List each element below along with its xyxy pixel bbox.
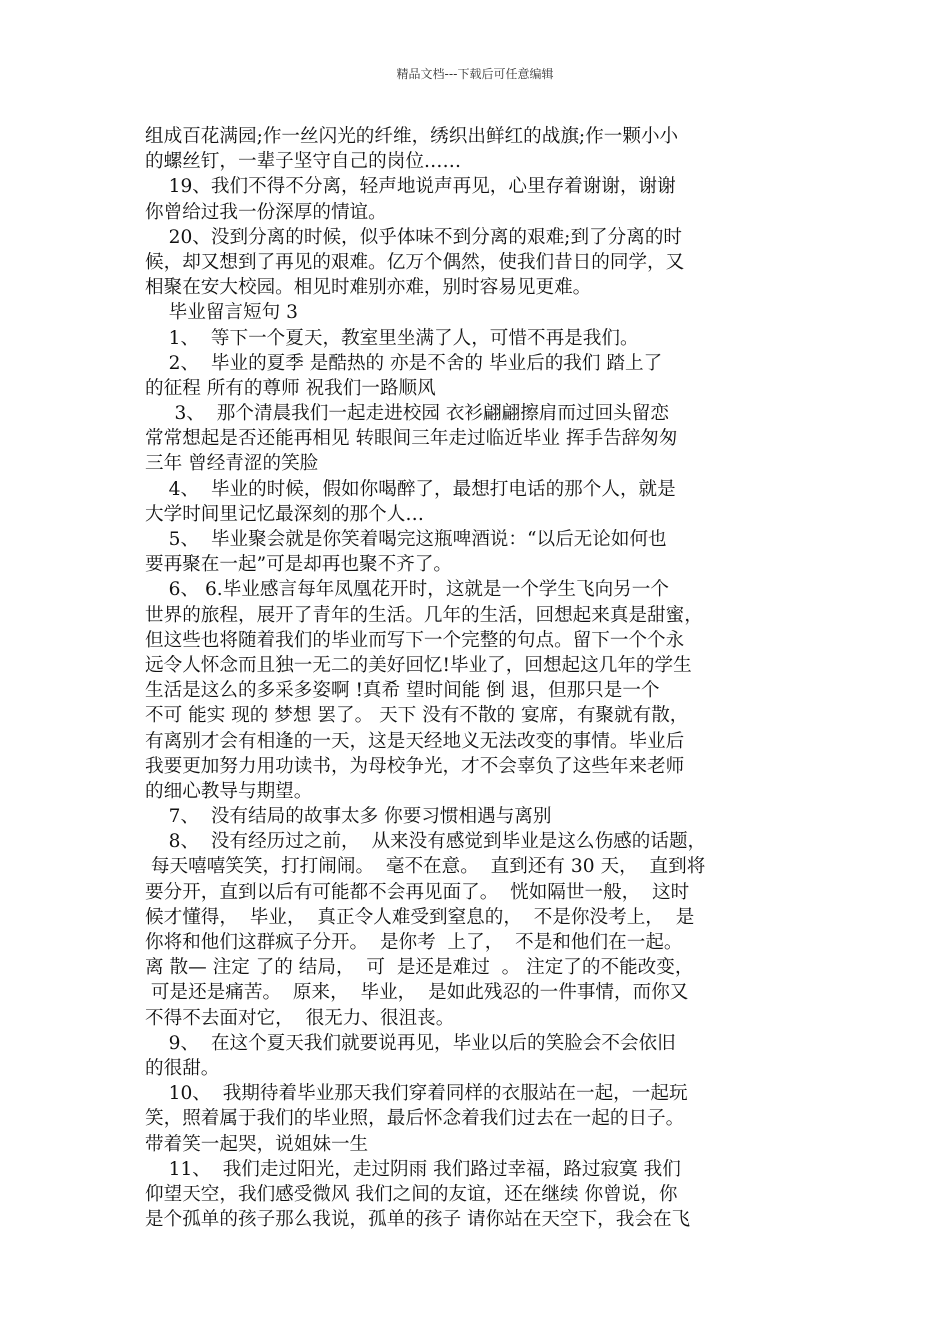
text-line: 要分开，直到以后有可能都不会再见面了。 恍如隔世一般， 这时: [145, 881, 690, 903]
text-line: 候才懂得， 毕业， 真正令人难受到窒息的， 不是你没考上， 是: [145, 906, 695, 928]
text-line: 要再聚在一起”可是却再也聚不齐了。: [145, 554, 453, 576]
text-line: 8、 没有经历过之前， 从来没有感觉到毕业是这么伤感的话题，: [145, 831, 707, 853]
text-line: 不可 能实 现的 梦想 罢了。 天下 没有不散的 宴席，有聚就有散，: [145, 705, 689, 727]
text-line: 仰望天空，我们感受微风 我们之间的友谊，还在继续 你曾说，你: [145, 1183, 678, 1205]
text-line: 20、没到分离的时候，似乎体味不到分离的艰难;到了分离的时: [145, 226, 683, 248]
text-line: 远令人怀念而且独一无二的美好回忆!毕业了，回想起这几年的学生: [145, 654, 692, 676]
text-line: 大学时间里记忆最深刻的那个人…: [145, 503, 424, 525]
text-line: 6、 6.毕业感言每年凤凰花开时，这就是一个学生飞向另一个: [145, 579, 669, 601]
text-line: 的征程 所有的尊师 祝我们一路顺风: [145, 377, 436, 399]
text-line: 的螺丝钉，一辈子坚守自己的岗位……: [145, 151, 462, 173]
text-line: 常常想起是否还能再相见 转眼间三年走过临近毕业 挥手告辞匆匆: [145, 428, 678, 450]
text-line: 7、 没有结局的故事太多 你要习惯相遇与离别: [145, 806, 552, 828]
text-line: 的细心教导与期望。: [145, 780, 313, 802]
text-line: 组成百花满园;作一丝闪光的纤维，绣织出鲜红的战旗;作一颗小小: [145, 126, 679, 147]
text-line: 11、 我们走过阳光，走过阴雨 我们路过幸福，路过寂寞 我们: [145, 1158, 681, 1180]
text-line: 离 散— 注定 了的 结局， 可 是还是难过 。 注定了的不能改变，: [145, 957, 694, 979]
text-line: 每天嘻嘻笑笑，打打闹闹。 毫不在意。 直到还有 30 天， 直到将: [145, 856, 706, 878]
text-line: 我要更加努力用功读书，为母校争光，才不会辜负了这些年来老师: [145, 755, 685, 777]
text-line: 10、 我期待着毕业那天我们穿着同样的衣服站在一起，一起玩: [145, 1083, 688, 1105]
text-line: 生活是这么的多采多姿啊 !真希 望时间能 倒 退，但那只是一个: [145, 680, 660, 702]
text-line: 不得不去面对它， 很无力、很沮丧。: [145, 1007, 455, 1029]
text-line: 是个孤单的孩子那么我说，孤单的孩子 请你站在天空下，我会在飞: [145, 1209, 691, 1231]
text-line: 但这些也将随着我们的毕业而写下一个完整的句点。留下一个个永: [145, 629, 685, 651]
text-line: 三年 曾经青涩的笑脸: [145, 453, 319, 475]
text-line: 你曾给过我一份深厚的情谊。: [145, 201, 387, 223]
text-line: 5、 毕业聚会就是你笑着喝完这瓶啤酒说：“以后无论如何也: [145, 529, 667, 550]
text-line: 相聚在安大校园。相见时难别亦难，别时容易见更难。: [145, 277, 592, 299]
text-line: 可是还是痛苦。 原来， 毕业， 是如此残忍的一件事情，而你又: [145, 982, 689, 1004]
text-line: 2、 毕业的夏季 是酷热的 亦是不舍的 毕业后的我们 踏上了: [145, 352, 663, 374]
text-line: 4、 毕业的时候，假如你喝醉了，最想打电话的那个人，就是: [145, 478, 676, 500]
text-line: 9、 在这个夏天我们就要说再见，毕业以后的笑脸会不会依旧: [145, 1032, 676, 1054]
page-header: 精品文档---下载后可任意编辑: [396, 67, 554, 81]
document-body: [145, 124, 807, 1232]
text-line: 1、 等下一个夏天，教室里坐满了人，可惜不再是我们。: [145, 327, 639, 349]
text-line: 你将和他们这群疯子分开。 是你考 上了， 不是和他们在一起。: [145, 932, 683, 953]
text-line: 带着笑一起哭，说姐妹一生: [145, 1133, 369, 1155]
text-line: 候，却又想到了再见的艰难。亿万个偶然，使我们昔日的同学，又: [145, 251, 685, 273]
text-line: 的很甜。: [145, 1057, 220, 1079]
text-line: 19、我们不得不分离，轻声地说声再见，心里存着谢谢，谢谢: [145, 176, 676, 198]
text-line: 有离别才会有相逢的一天，这是天经地义无法改变的事情。毕业后: [145, 730, 685, 752]
text-line: 笑，照着属于我们的毕业照，最后怀念着我们过去在一起的日子。: [145, 1108, 685, 1130]
text-line: 3、 那个清晨我们一起走进校园 衣衫翩翩擦肩而过回头留恋: [145, 403, 669, 425]
text-line: 世界的旅程，展开了青年的生活。几年的生活，回想起来真是甜蜜，: [145, 604, 703, 626]
text-line: 毕业留言短句 3: [145, 302, 298, 324]
